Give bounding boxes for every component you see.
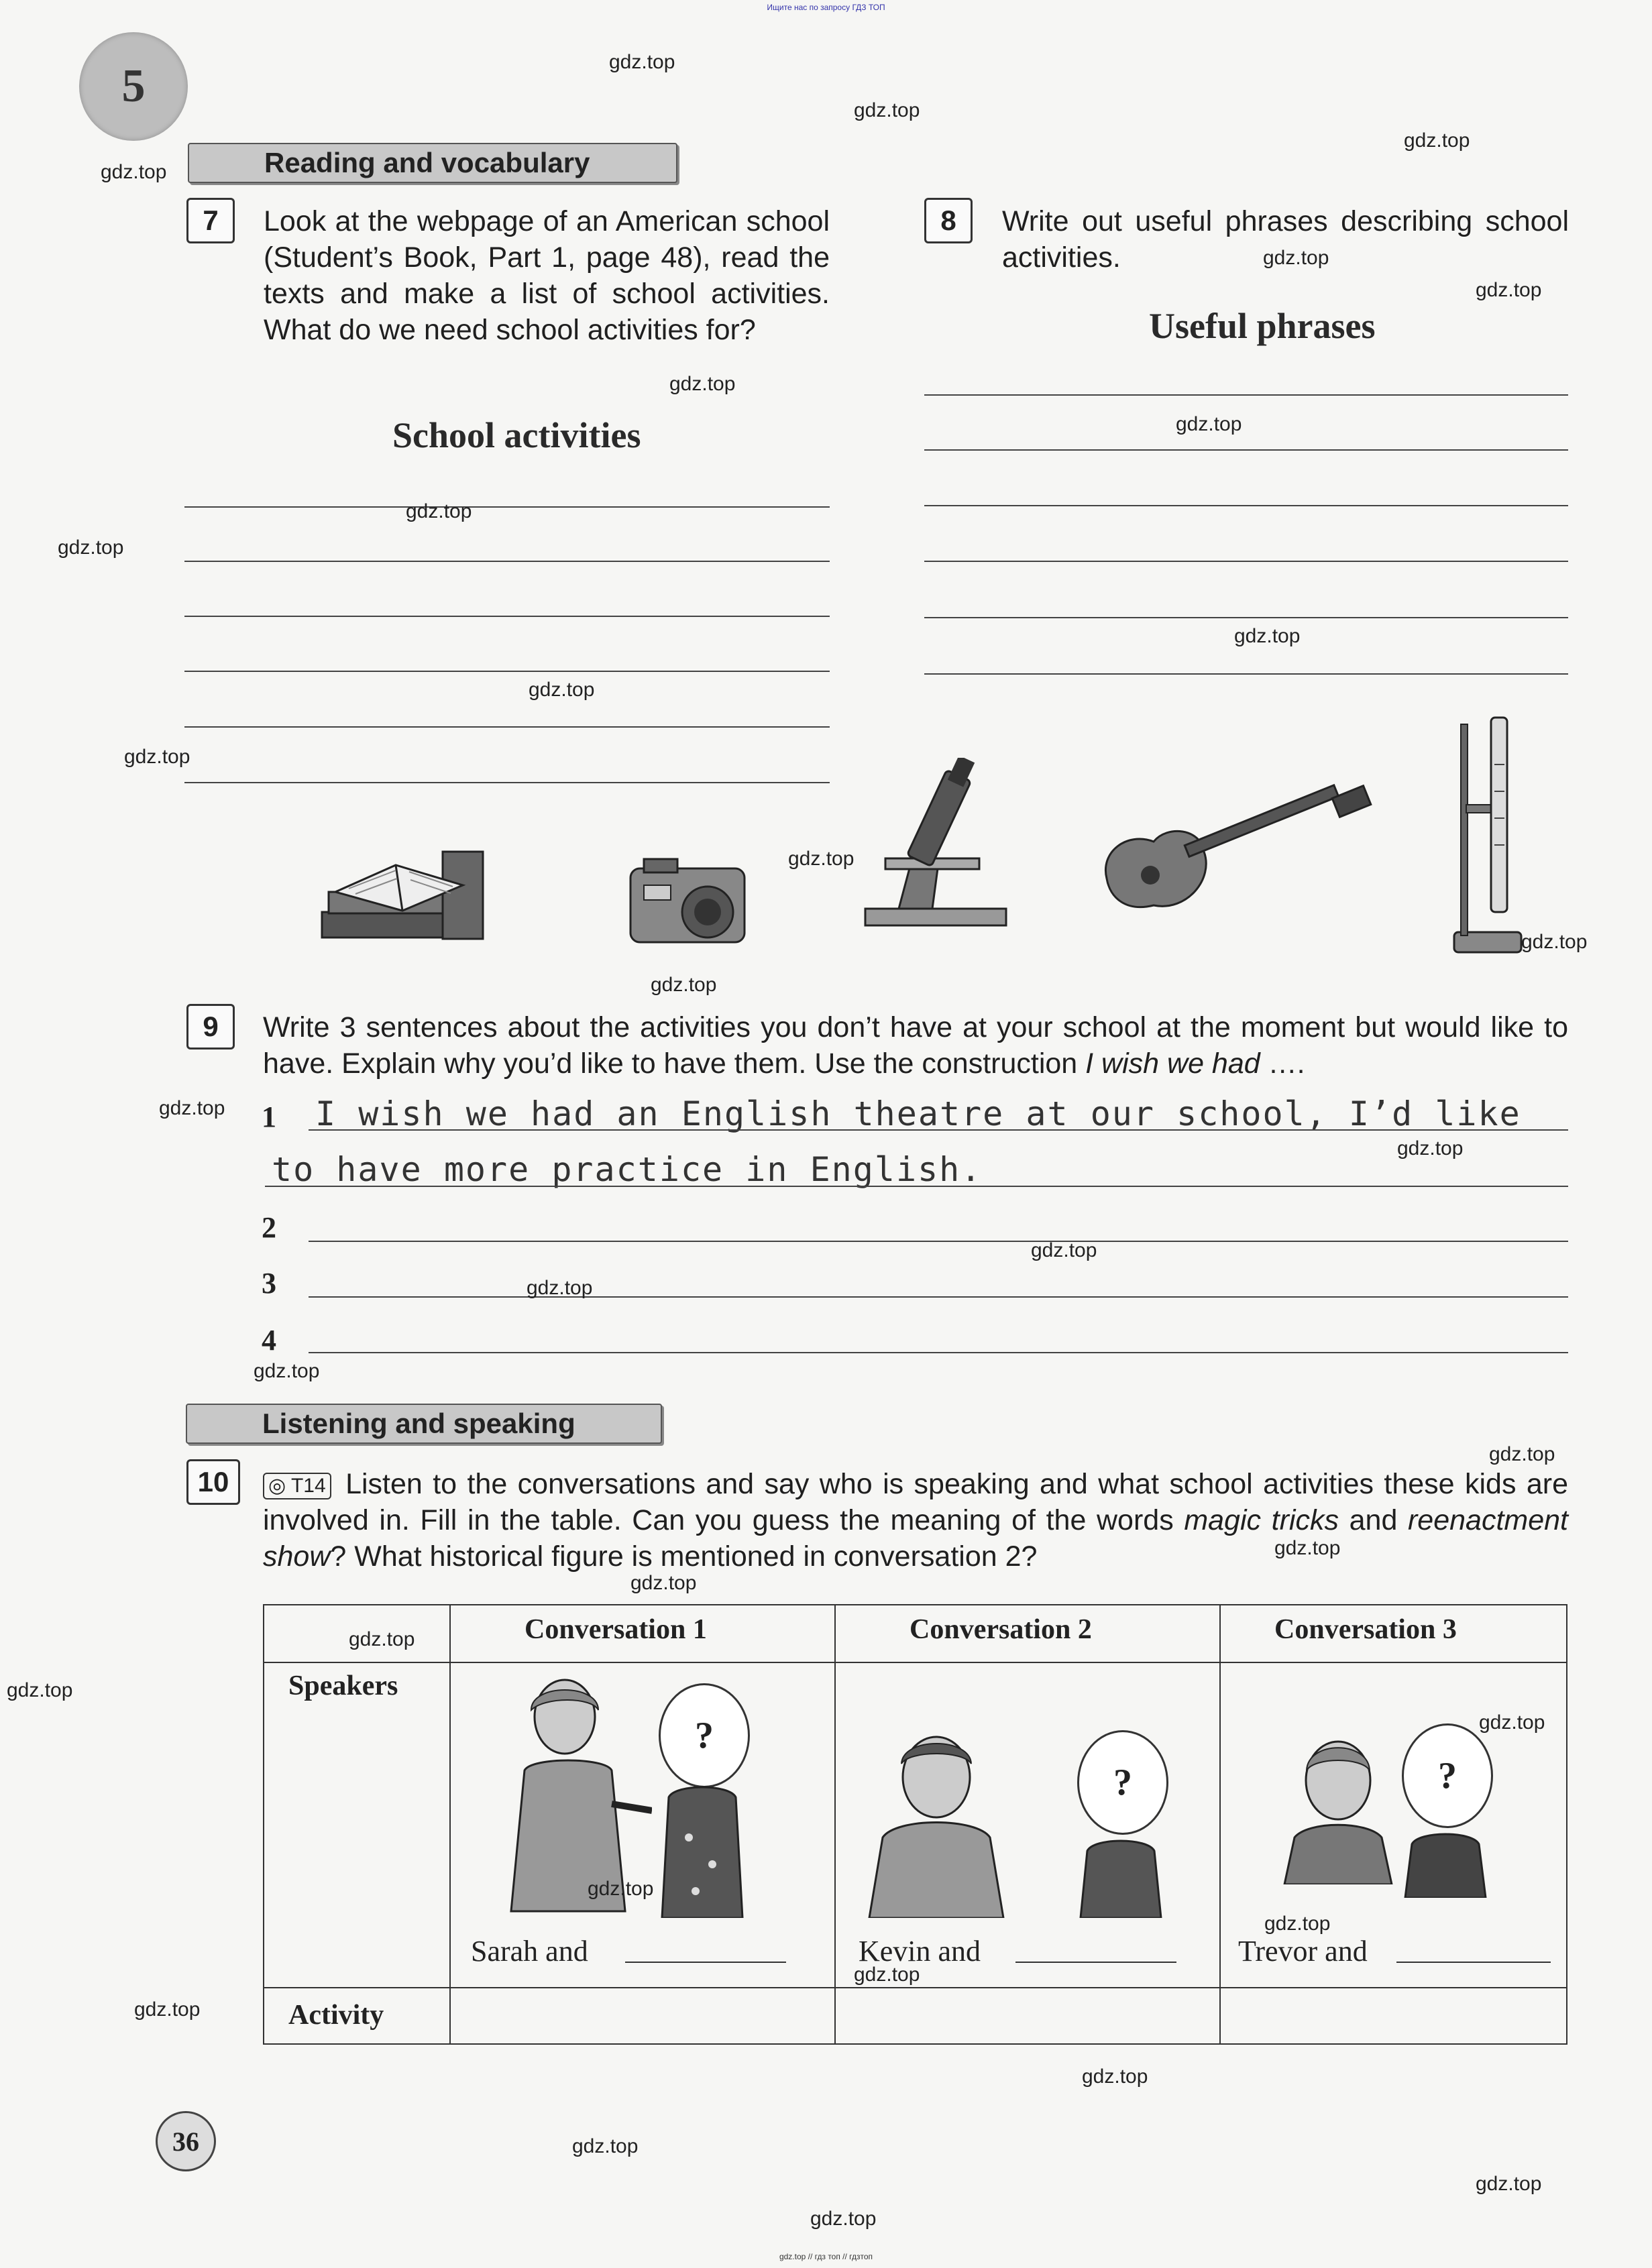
exercise-8-number: 8 (924, 198, 973, 243)
ex9-rule-3[interactable] (309, 1296, 1568, 1298)
watermark: gdz.top (7, 1679, 73, 1701)
speaker-3-body (1398, 1831, 1492, 1898)
speaker-name-2: Kevin and (859, 1935, 981, 1968)
speaker-name-3: Trevor and (1238, 1935, 1368, 1968)
ex9-answer-line-2: to have more practice in English. (272, 1150, 983, 1189)
camera-icon (624, 848, 758, 956)
watermark: gdz.top (669, 373, 736, 395)
ex7-line-1[interactable] (184, 506, 830, 508)
ex7-line-5[interactable] (184, 726, 830, 728)
top-note: Ищите нас по запросу ГДЗ ТОП (767, 3, 885, 12)
ex7-line-2[interactable] (184, 561, 830, 562)
watermark: gdz.top (1521, 931, 1588, 953)
trevor-illustration (1281, 1730, 1395, 1884)
ex10-text-3: ? What historical figure is mentioned in conversation 2? (330, 1540, 1038, 1573)
watermark: gdz.top (1476, 279, 1542, 301)
section-listening (186, 1404, 662, 1444)
activity-cell-2[interactable] (835, 1988, 1220, 2044)
watermark: gdz.top (788, 848, 855, 870)
bottom-note: gdz.top // гдз топ // гдзтоп (779, 2252, 873, 2261)
watermark: gdz.top (254, 1360, 320, 1382)
watermark: gdz.top (1404, 129, 1470, 152)
ex7-line-3[interactable] (184, 616, 830, 617)
watermark: gdz.top (349, 1628, 415, 1650)
watermark: gdz.top (1176, 413, 1242, 435)
watermark: gdz.top (1489, 1443, 1555, 1465)
exercise-10-number: 10 (186, 1459, 240, 1505)
activity-label-cell (264, 1988, 450, 2044)
exercise-9-instructions (263, 1009, 1568, 1082)
watermark: gdz.top (406, 500, 472, 522)
watermark: gdz.top (1397, 1137, 1464, 1159)
watermark: gdz.top (1031, 1239, 1097, 1261)
watermark: gdz.top (1234, 625, 1301, 647)
speaker-2-body (1074, 1837, 1168, 1918)
speakers-cell-1[interactable] (450, 1662, 835, 1988)
header-conversation-2 (835, 1605, 1220, 1662)
watermark: gdz.top (1479, 1711, 1545, 1734)
exercise-8-instructions: Write out useful phrases describing school activities. (1002, 205, 1569, 274)
ex9-rule-4[interactable] (309, 1352, 1568, 1353)
unknown-speaker-2-icon: ? (1077, 1730, 1168, 1835)
section-reading (188, 143, 677, 183)
watermark: gdz.top (529, 679, 595, 701)
speakers-label: Speakers (288, 1670, 398, 1701)
watermark: gdz.top (854, 1964, 920, 1986)
ex9-text-italic: I wish we had (1085, 1047, 1260, 1080)
watermark: gdz.top (58, 536, 124, 559)
watermark: gdz.top (1263, 247, 1329, 269)
speakers-label-cell (264, 1662, 450, 1988)
ex8-line-4[interactable] (924, 561, 1568, 562)
speaker-blank-3[interactable] (1396, 1962, 1551, 1963)
ex9-rule-1[interactable] (309, 1129, 1568, 1131)
watermark: gdz.top (527, 1277, 593, 1299)
unknown-speaker-3-icon: ? (1402, 1723, 1493, 1828)
ex10-italic-1: magic tricks (1184, 1504, 1339, 1536)
watermark: gdz.top (630, 1572, 697, 1594)
watermark: gdz.top (588, 1878, 654, 1900)
ex9-line-number-2: 2 (262, 1211, 276, 1244)
watermark: gdz.top (134, 1998, 201, 2021)
ex9-rule-2[interactable] (309, 1241, 1568, 1242)
exercise-9-number: 9 (186, 1004, 235, 1050)
ex8-line-5[interactable] (924, 617, 1568, 618)
speaker-blank-1[interactable] (625, 1962, 786, 1963)
ex7-line-4[interactable] (184, 671, 830, 672)
ex9-rule-1b[interactable] (265, 1186, 1568, 1187)
activity-label: Activity (288, 2000, 384, 2031)
ex8-line-3[interactable] (924, 505, 1568, 506)
activity-cell-1[interactable] (450, 1988, 835, 2044)
page-number: 36 (156, 2111, 216, 2171)
speaker-blank-2[interactable] (1015, 1962, 1176, 1963)
ex9-line-number-1: 1 (262, 1100, 276, 1133)
activity-cell-3[interactable] (1220, 1988, 1567, 2044)
ex10-italic-2: reenactment show (263, 1504, 1569, 1573)
books-icon (295, 825, 510, 959)
ex10-text-2: and (1338, 1504, 1408, 1536)
speakers-cell-2[interactable] (835, 1662, 1220, 1988)
audio-track: T14 (290, 1474, 326, 1497)
watermark: gdz.top (101, 161, 167, 183)
unit-number: 5 (79, 32, 188, 141)
lab-stand-icon (1441, 711, 1528, 962)
watermark: gdz.top (1274, 1537, 1341, 1559)
watermark: gdz.top (810, 2208, 877, 2230)
ex8-line-2[interactable] (924, 449, 1568, 451)
section-listening-title: Listening and speaking (262, 1408, 575, 1439)
ex8-line-6[interactable] (924, 673, 1568, 675)
header-conversation-2-label: Conversation 2 (910, 1614, 1092, 1645)
watermark: gdz.top (854, 99, 920, 121)
useful-phrases-heading: Useful phrases (1149, 306, 1376, 346)
microscope-icon (852, 758, 1013, 932)
watermark: gdz.top (609, 51, 675, 73)
exercise-7-number: 7 (186, 198, 235, 243)
watermark: gdz.top (1082, 2065, 1148, 2088)
header-conversation-1-label: Conversation 1 (525, 1614, 707, 1645)
header-conversation-3 (1220, 1605, 1567, 1662)
guitar-icon (1087, 778, 1382, 925)
watermark: gdz.top (1264, 1913, 1331, 1935)
watermark: gdz.top (651, 974, 717, 996)
audio-badge[interactable]: ◎ T14 (263, 1473, 331, 1499)
header-conversation-1 (450, 1605, 835, 1662)
school-activities-heading: School activities (392, 415, 641, 455)
section-reading-title: Reading and vocabulary (264, 147, 590, 178)
speaker-1-body (655, 1784, 749, 1918)
ex9-line-number-4: 4 (262, 1324, 276, 1357)
header-conversation-3-label: Conversation 3 (1274, 1614, 1457, 1645)
exercise-7-instructions: Look at the webpage of an American school (Student’s Book, Part 1, page 48), read the texts and make a list of school activities. What do we need school activities for? (264, 205, 830, 346)
ex9-answer-line-1: I wish we had an English theatre at our school, I’d like (315, 1094, 1521, 1133)
watermark: gdz.top (572, 2135, 639, 2157)
ex9-text-suffix: …. (1260, 1047, 1305, 1080)
unknown-speaker-1-icon: ? (659, 1683, 750, 1788)
ex8-line-1[interactable] (924, 394, 1568, 396)
speaker-name-1: Sarah and (471, 1935, 588, 1968)
ex9-line-number-3: 3 (262, 1267, 276, 1300)
ex9-text-prefix: Write 3 sentences about the activities you don’t have at your school at the moment but would like to have. Explain why you’d like to have them. Use the construction (263, 1011, 1568, 1080)
kevin-illustration (863, 1723, 1010, 1918)
ex7-line-6[interactable] (184, 782, 830, 783)
watermark: gdz.top (159, 1097, 225, 1119)
watermark: gdz.top (124, 746, 190, 768)
exercise-10-instructions (263, 1466, 1568, 1575)
ex10-text-1: Listen to the conversations and say who is speaking and what school activities these kids are involved in. Fill in the table. Can you guess the meaning of the words (263, 1468, 1568, 1536)
watermark: gdz.top (1476, 2173, 1542, 2195)
